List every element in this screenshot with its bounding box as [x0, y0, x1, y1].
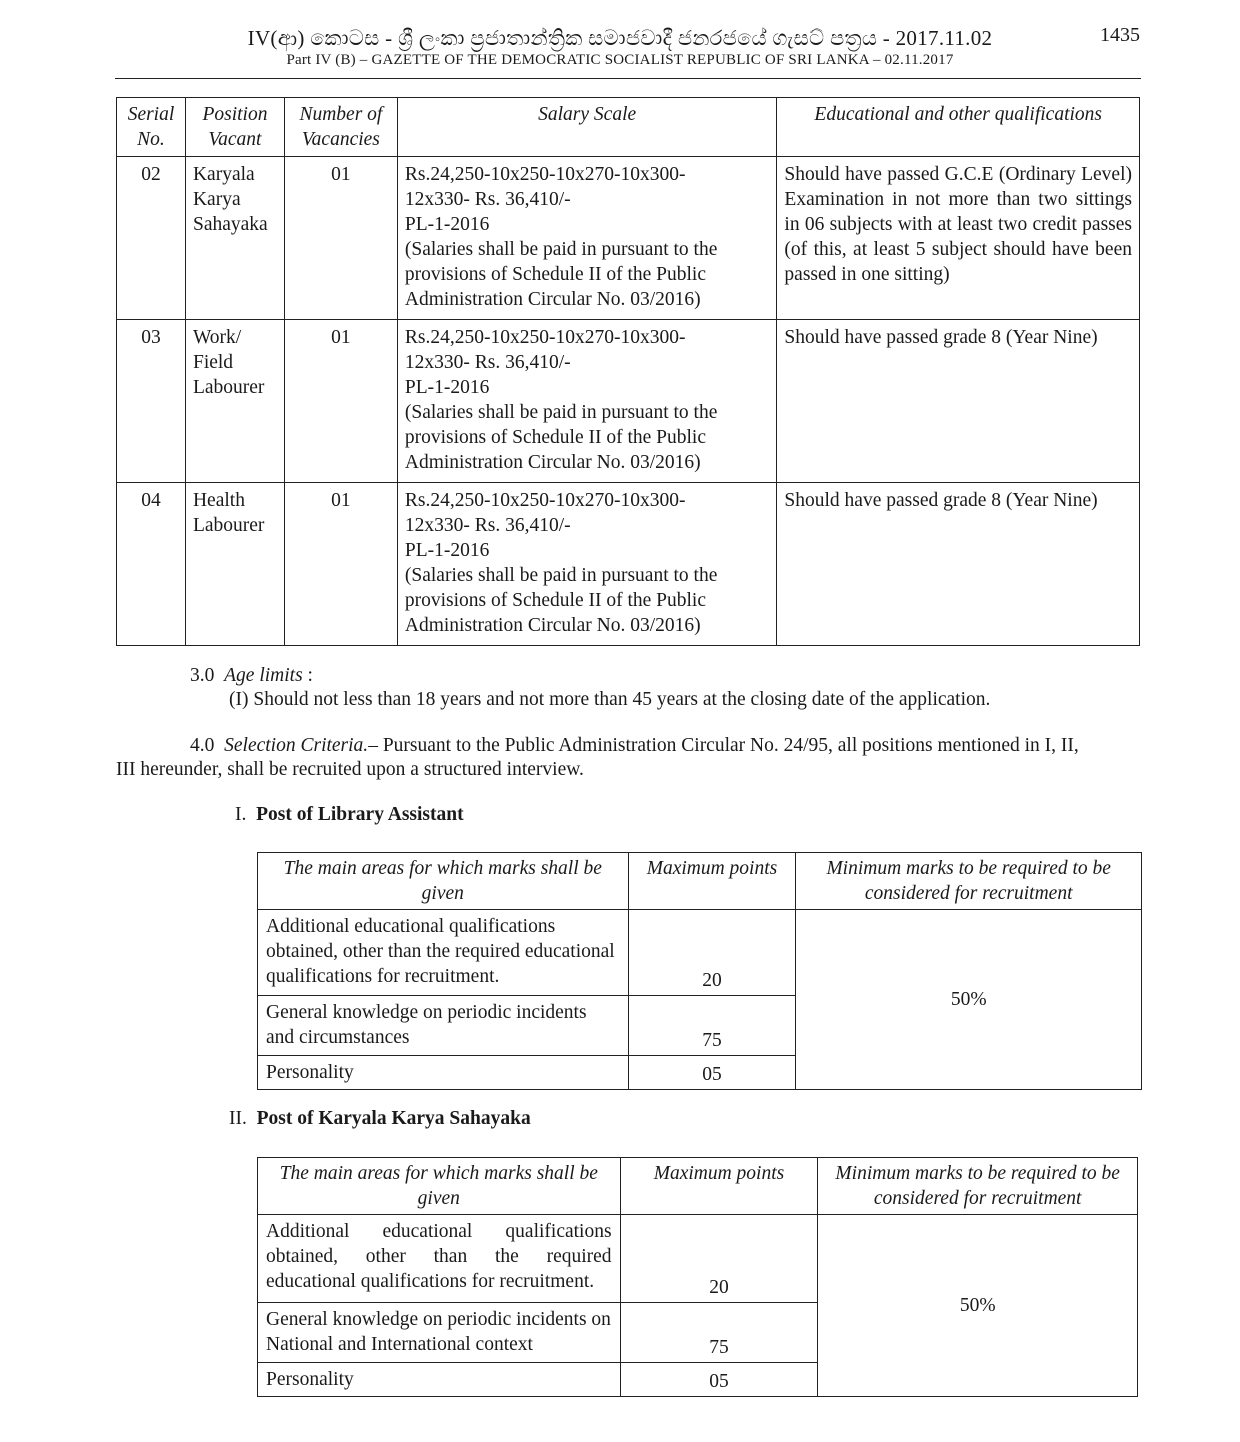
header-main-areas: The main areas for which marks shall be given [258, 853, 629, 910]
section-number: 4.0 [190, 735, 215, 756]
vacancy-table [116, 97, 1140, 646]
minimum-marks-cell: 50% [796, 910, 1142, 1090]
header-salary-scale: Salary Scale [397, 98, 777, 157]
age-limits-heading: 3.0 Age limits : [190, 665, 313, 686]
area-cell: General knowledge on periodic incidents on National and International context [258, 1303, 621, 1363]
points-cell: 05 [628, 1056, 796, 1090]
points-cell: 75 [628, 996, 796, 1056]
header-qualifications: Educational and other qualifications [777, 98, 1140, 157]
selection-criteria-line2: III hereunder, shall be recruited upon a structured interview. [116, 759, 584, 780]
salary-cell: Rs.24,250-10x250-10x270-10x300- 12x330- Rs. 36,410/- PL-1-2016 (Salaries shall be paid in pursuant to the provisions of Schedule II of the Public Administration Circular No. 03/2016) [397, 157, 777, 320]
section-title: Post of Karyala Karya Sahayaka [256, 1108, 531, 1129]
vacancies-cell: 01 [284, 483, 397, 646]
area-cell: Additional educational qualifications obtained, other than the required educational qualifications for recruitment. [258, 910, 629, 996]
section-numeral: II. [229, 1108, 247, 1129]
section-title: Post of Library Assistant [256, 804, 464, 825]
header-position-vacant: Position Vacant [185, 98, 284, 157]
gazette-header-sinhala: IV(ආ) කොටස - ශ්‍රී ලංකා ප්‍රජාතාන්ත්‍රික සමාජවාදී ජනරජයේ ගැසට් පත්‍රය - 2017.11.02 [247, 26, 993, 50]
table-row [117, 483, 1140, 646]
table-row [117, 320, 1140, 483]
points-cell: 75 [620, 1303, 818, 1363]
minimum-marks-cell: 50% [818, 1215, 1138, 1397]
karyala-karya-sahayaka-heading [229, 1107, 531, 1131]
library-assistant-heading [235, 803, 464, 827]
salary-cell: Rs.24,250-10x250-10x270-10x300- 12x330- Rs. 36,410/- PL-1-2016 (Salaries shall be paid in pursuant to the provisions of Schedule II of the Public Administration Circular No. 03/2016) [397, 483, 777, 646]
karyala-karya-sahayaka-marks-table [257, 1157, 1138, 1397]
serial-cell: 03 [117, 320, 186, 483]
salary-cell: Rs.24,250-10x250-10x270-10x300- 12x330- Rs. 36,410/- PL-1-2016 (Salaries shall be paid in pursuant to the provisions of Schedule II of the Public Administration Circular No. 03/2016) [397, 320, 777, 483]
table-row [117, 157, 1140, 320]
library-assistant-marks-table [257, 852, 1142, 1090]
header-serial-no: Serial No. [117, 98, 186, 157]
selection-criteria-line1: 4.0 Selection Criteria.– Pursuant to the Public Administration Circular No. 24/95, all positions mentioned in I, II, [190, 735, 1079, 756]
area-cell: General knowledge on periodic incidents and circumstances [258, 996, 629, 1056]
section-number: 3.0 [190, 665, 215, 686]
area-cell: Additional educational qualifications obtained, other than the required educational qualifications for recruitment. [258, 1215, 621, 1303]
header-maximum-points: Maximum points [628, 853, 796, 910]
marks-header-row [258, 1158, 1138, 1215]
vacancies-cell: 01 [284, 320, 397, 483]
header-main-areas: The main areas for which marks shall be given [258, 1158, 621, 1215]
page-number: 1435 [1100, 24, 1140, 46]
points-cell: 20 [628, 910, 796, 996]
position-cell: Health Labourer [185, 483, 284, 646]
header-number-of-vacancies: Number of Vacancies [284, 98, 397, 157]
marks-header-row [258, 853, 1142, 910]
position-cell: Work/ Field Labourer [185, 320, 284, 483]
qualifications-cell: Should have passed grade 8 (Year Nine) [777, 483, 1140, 646]
position-cell: Karyala Karya Sahayaka [185, 157, 284, 320]
vacancies-cell: 01 [284, 157, 397, 320]
section-numeral: I. [235, 804, 247, 825]
area-cell: Personality [258, 1363, 621, 1397]
gazette-header-english: Part IV (B) – GAZETTE OF THE DEMOCRATIC SOCIALIST REPUBLIC OF SRI LANKA – 02.11.2017 [286, 52, 954, 68]
points-cell: 05 [620, 1363, 818, 1397]
serial-cell: 04 [117, 483, 186, 646]
section-title: Selection Criteria. [224, 735, 369, 756]
age-limits-item: (I) Should not less than 18 years and not more than 45 years at the closing date of the application. [229, 689, 991, 710]
header-maximum-points: Maximum points [620, 1158, 818, 1215]
qualifications-cell: Should have passed grade 8 (Year Nine) [777, 320, 1140, 483]
table-row [258, 910, 1142, 996]
header-minimum-marks: Minimum marks to be required to be considered for recruitment [796, 853, 1142, 910]
table-row [258, 1215, 1138, 1303]
serial-cell: 02 [117, 157, 186, 320]
area-cell: Personality [258, 1056, 629, 1090]
section-title: Age limits [224, 665, 303, 686]
header-minimum-marks: Minimum marks to be required to be considered for recruitment [818, 1158, 1138, 1215]
points-cell: 20 [620, 1215, 818, 1303]
header-divider [115, 78, 1141, 79]
vacancy-table-header-row [117, 98, 1140, 157]
qualifications-cell: Should have passed G.C.E (Ordinary Level) Examination in not more than two sittings in 06 subjects with at least two credit passes (of this, at least 5 subject should have been passed in one sitting) [777, 157, 1140, 320]
